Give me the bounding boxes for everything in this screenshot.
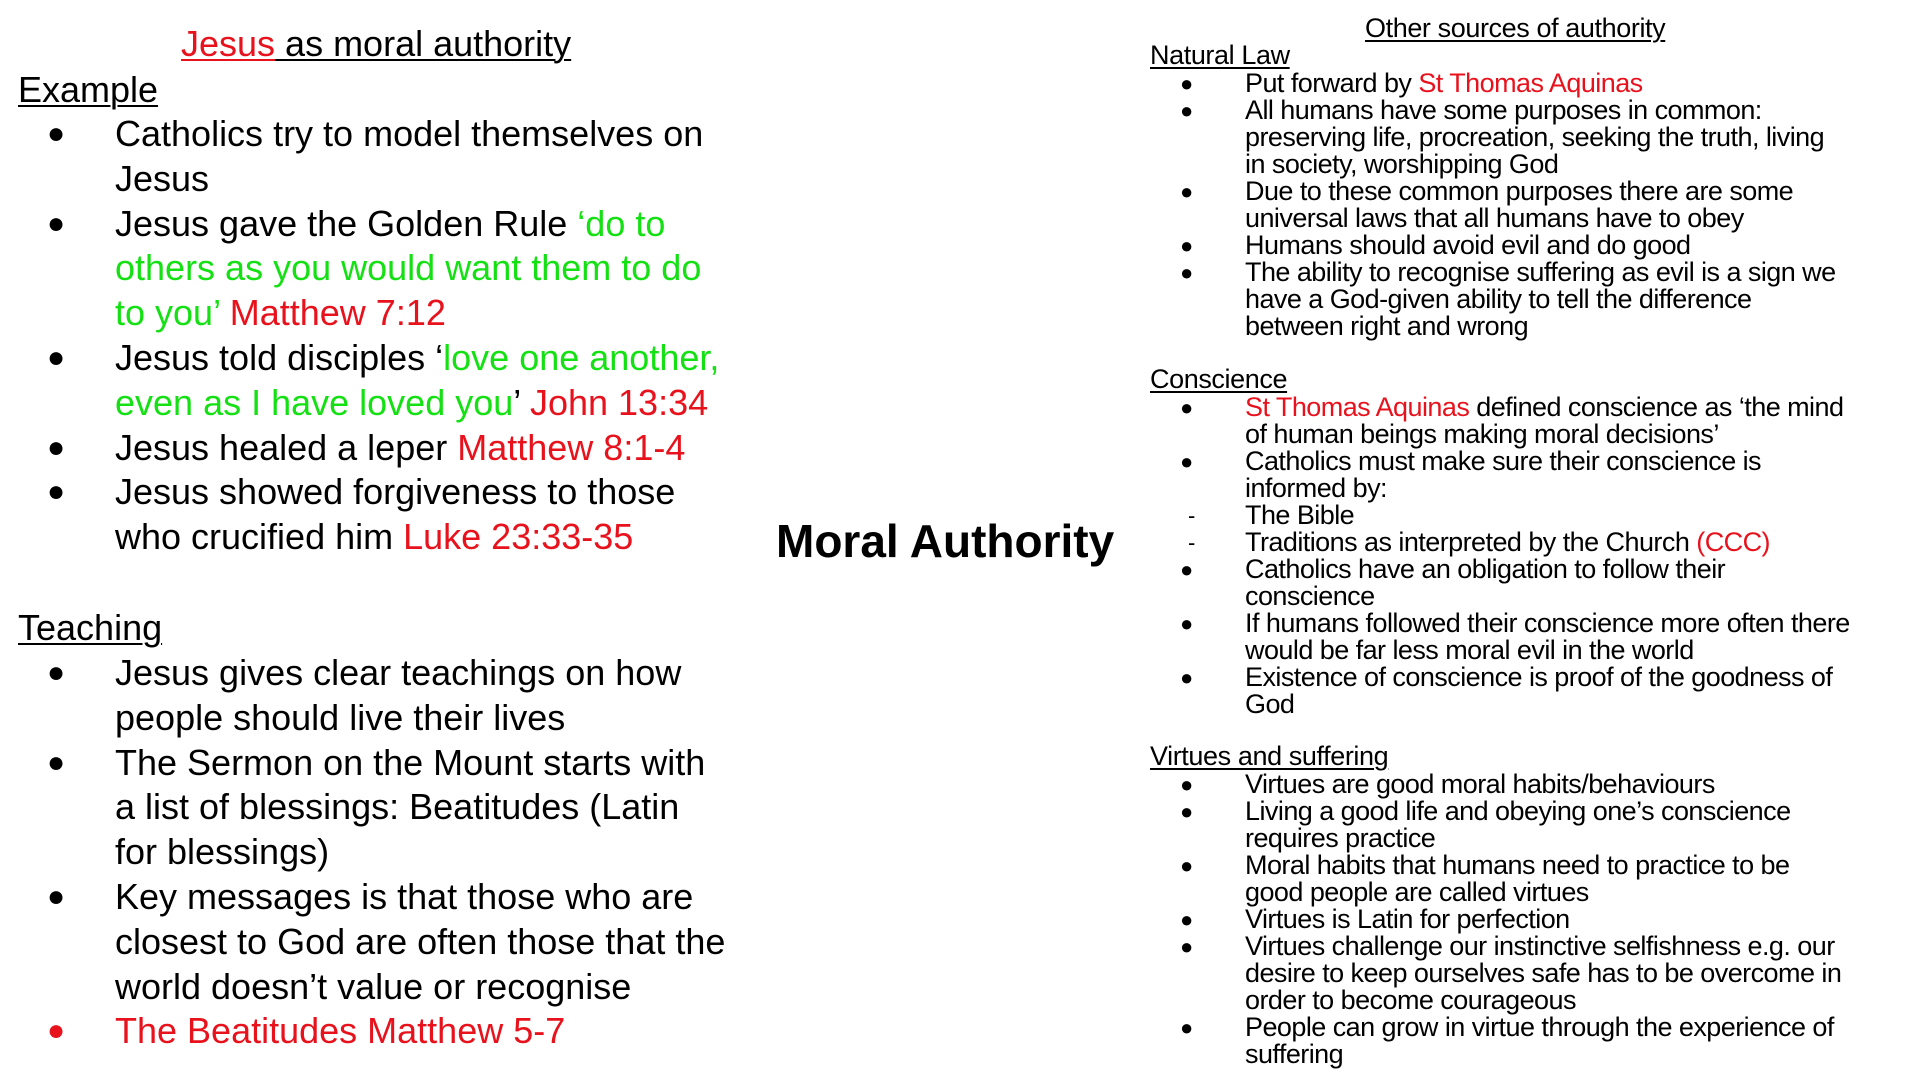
body-text: The ability to recognise suffering as evil is a sign we [1245,257,1836,287]
body-text: Traditions as interpreted by the Church [1245,527,1697,557]
list-item-line [115,336,875,381]
list-item-line [1245,798,1920,825]
list-item-line [1245,70,1920,97]
bullet-icon: ● [1180,449,1194,474]
body-text: Key messages is that those who are [115,875,694,917]
body-text: Jesus healed a leper [115,426,458,468]
quote-text: love one another, [443,336,720,378]
right-section-title: Other sources of authority [1365,13,1666,43]
list-item-line [1245,259,1920,286]
body-text: Moral habits that humans need to practice to be [1245,850,1790,880]
body-text: Virtues challenge our instinctive selfishness e.g. our [1245,931,1835,961]
list-item-line [1245,1014,1920,1041]
body-text: who crucified him [115,516,404,558]
list-item [0,608,1850,665]
body-text: Put forward by [1245,68,1419,98]
body-text: would be far less moral evil in the world [1245,635,1694,665]
bullet-icon: ● [1180,934,1194,959]
bullet-icon: ● [47,117,66,150]
body-text: Humans should avoid evil and do good [1245,230,1691,260]
reference-text: Matthew 7:12 [229,292,446,334]
list-item [0,230,1691,260]
teaching-heading: Teaching [18,607,163,648]
bullet-icon: ● [47,1014,66,1048]
body-text: Existence of conscience is proof of the goodness of [1245,662,1833,692]
list-item [0,931,1842,1015]
body-text: closest to God are often those that the [115,920,726,962]
body-text: have a God-given ability to tell the difference [1245,284,1752,314]
bullet-icon: ● [1180,179,1194,204]
list-item-line [1245,286,1920,313]
bullet-icon: ● [1180,1015,1194,1040]
bullet-icon: ● [47,340,66,374]
list-item [0,176,1794,233]
body-text: Jesus [115,157,210,199]
bullet-icon: ● [1180,665,1194,690]
body-text: conscience [1245,581,1375,611]
reference-text: St Thomas Aquinas [1418,68,1643,98]
list-item-line [1245,475,1920,502]
list-item-line [1245,825,1920,852]
list-item-line [1245,664,1920,691]
list-item-line [1245,394,1920,421]
natural-law-heading: Natural Law [1150,40,1290,70]
list-item [0,1012,1834,1069]
list-item-line [1245,448,1920,475]
body-text: Jesus showed forgiveness to those [115,471,676,513]
list-item-line [1245,205,1920,232]
body-text: between right and wrong [1245,311,1529,341]
list-item-line [1245,313,1920,340]
body-text: People can grow in virtue through the experience of [1245,1012,1834,1042]
body-text: If humans followed their conscience more often there [1245,608,1850,638]
body-text: a list of blessings: Beatitudes (Latin [115,786,680,828]
body-text: ’ [513,381,530,423]
bullet-icon: ● [1180,907,1194,932]
body-text: Virtues are good moral habits/behaviours [1245,769,1715,799]
body-text: of human beings making moral decisions’ [1245,419,1719,449]
list-item [0,95,1825,179]
body-text: universal laws that all humans have to obey [1245,203,1744,233]
reference-text: Luke 23:33-35 [403,516,634,558]
list-item [0,904,1570,934]
list-item-line [1245,97,1920,124]
list-item-line [1245,556,1920,583]
body-text: good people are called virtues [1245,877,1589,907]
example-heading: Example [18,69,159,110]
list-item-line [1245,610,1920,637]
list-item-line [1245,771,1920,798]
bullet-icon: ● [47,430,66,464]
body-text: Catholics try to model themselves on [115,113,704,154]
list-item [0,554,1726,611]
list-item [0,68,1643,98]
bullet-icon: ● [47,656,66,689]
left-section-title [181,22,571,66]
body-text: desire to keep ourselves safe has to be overcome in [1245,958,1842,988]
list-item-line [1245,421,1920,448]
bullet-icon: ● [1180,772,1194,797]
body-text: Virtues is Latin for perfection [1245,904,1570,934]
list-item-line [1245,151,1920,178]
body-text: Catholics must make sure their conscience is [1245,446,1762,476]
quote-text: ‘do to [577,202,666,244]
body-text: defined conscience as ‘the mind [1469,392,1844,422]
reference-text: (CCC) [1696,527,1770,557]
list-item-line [1245,906,1920,933]
list-item [0,257,1836,341]
list-item-line [1245,124,1920,151]
reference-text: The Beatitudes Matthew 5-7 [115,1010,566,1052]
body-text: people should live their lives [115,696,566,738]
dash-marker-icon: - [1188,530,1196,555]
bullet-icon: ● [1180,853,1194,878]
list-item-line [1245,691,1920,718]
list-item [0,769,1715,799]
body-text: for blessings) [115,831,330,873]
body-text: Jesus gives clear teachings on how [115,652,682,693]
list-item [0,796,1791,853]
list-item-line [1245,502,1920,529]
title-rest: as moral authority [275,23,572,64]
dash-marker-icon: - [1188,503,1196,528]
body-text: requires practice [1245,823,1436,853]
list-item-line [1245,232,1920,259]
reference-text: Matthew 8:1-4 [457,426,686,468]
natural-law-list [0,68,1836,341]
bullet-icon: ● [1180,233,1194,258]
list-item-line [1245,987,1920,1014]
bullet-icon: ● [1180,395,1194,420]
list-item [0,850,1790,907]
bullet-icon: ● [1180,98,1194,123]
bullet-icon: ● [1180,799,1194,824]
list-item-line [1245,1041,1920,1068]
body-text: order to become courageous [1245,985,1576,1015]
list-item-line [1245,852,1920,879]
conscience-heading: Conscience [1150,364,1288,394]
body-text: All humans have some purposes in common: [1245,95,1762,125]
body-text: God [1245,689,1295,719]
bullet-icon: ● [47,475,66,509]
bullet-icon: ● [1180,557,1194,582]
list-item-line [1245,637,1920,664]
bullet-icon: ● [1180,260,1194,285]
body-text: Living a good life and obeying one’s conscience [1245,796,1791,826]
list-item-line [1245,529,1920,556]
body-text: world doesn’t value or recognise [115,965,632,1007]
title-jesus-word: Jesus [181,23,276,64]
bullet-icon: ● [1180,611,1194,636]
virtues-list [0,769,1842,1069]
body-text: suffering [1245,1039,1344,1069]
body-text: Jesus told disciples ‘ [115,336,444,378]
reference-text: St Thomas Aquinas [1245,392,1470,422]
body-text: The Sermon on the Mount starts with [115,741,706,783]
bullet-icon: ● [1180,71,1194,96]
quote-text: others as you would want them to do [115,247,702,289]
list-item-line [1245,933,1920,960]
body-text: informed by: [1245,473,1387,503]
quote-text: even as I have loved you [115,381,514,423]
bullet-icon: ● [47,745,66,779]
quote-text: to you’ [115,292,230,334]
list-item-line [1245,178,1920,205]
body-text: preserving life, procreation, seeking the truth, living [1245,122,1825,152]
list-item-line [1245,960,1920,987]
list-item-line [1245,583,1920,610]
body-text: The Bible [1245,500,1355,530]
list-item [0,500,1355,530]
page-title: Moral Authority [776,515,1115,567]
body-text: Due to these common purposes there are some [1245,176,1794,206]
body-text: Jesus gave the Golden Rule [115,202,578,244]
body-text: Catholics have an obligation to follow their [1245,554,1726,584]
body-text: in society, worshipping God [1245,149,1559,179]
bullet-icon: ● [47,879,66,913]
reference-text: John 13:34 [529,381,709,423]
list-item [0,662,1833,719]
bullet-icon: ● [47,206,66,240]
virtues-heading: Virtues and suffering [1150,741,1389,771]
list-item-line [1245,879,1920,906]
list-item [0,392,1844,449]
